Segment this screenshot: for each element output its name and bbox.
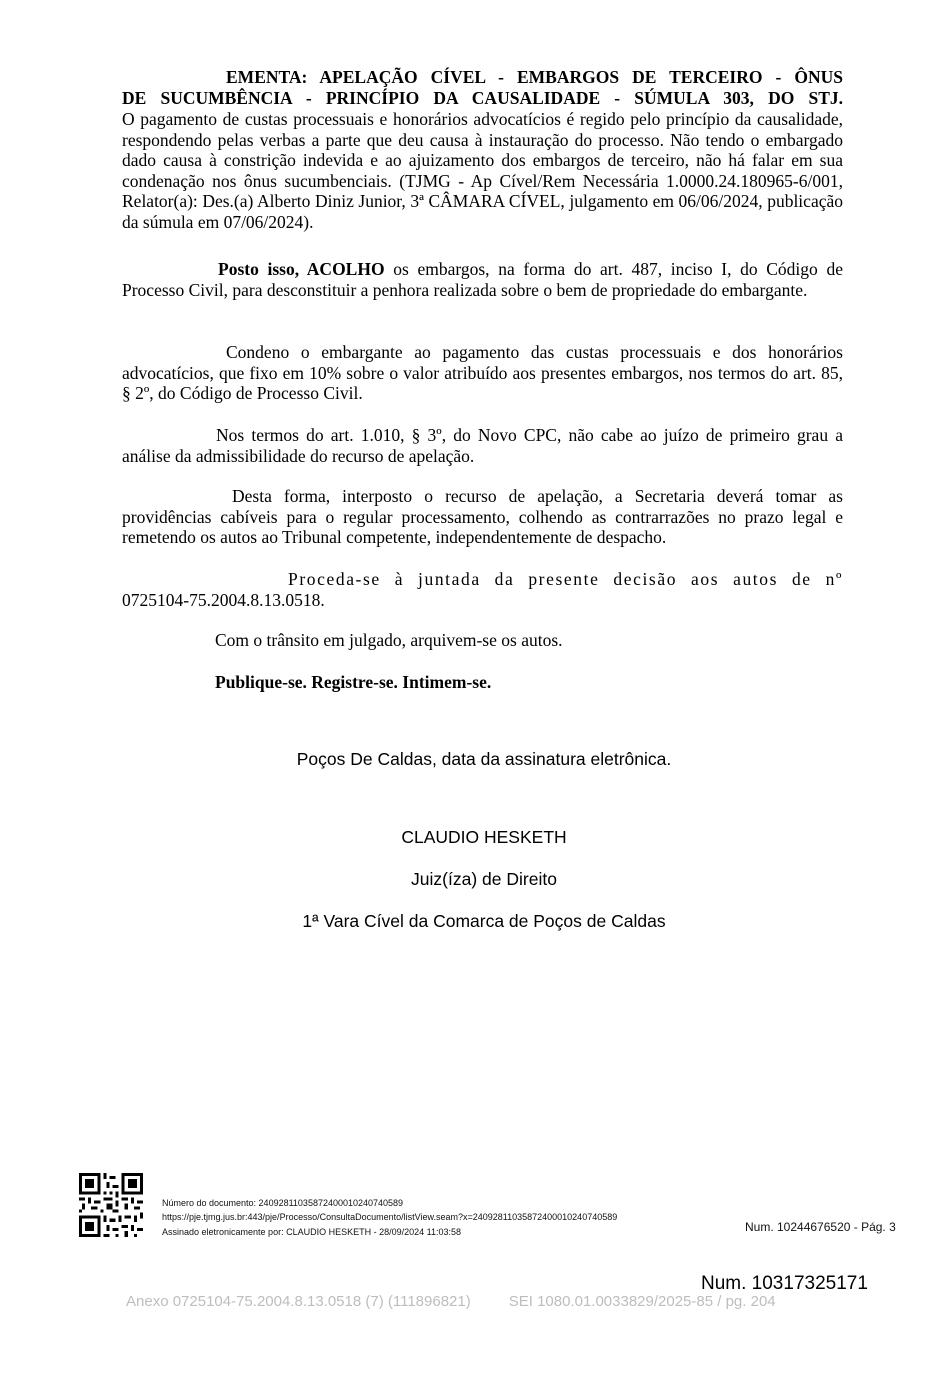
sei-reference: SEI 1080.01.0033829/2025-85 / pg. 204 [508, 1293, 776, 1310]
signature-place-date: Poços De Caldas, data da assinatura eletrônica. [296, 749, 672, 769]
ementa-heading [122, 67, 843, 108]
process-number: 0725104-75.2004.8.13.0518. [122, 589, 325, 610]
document-url[interactable]: https://pje.tjmg.jus.br:443/pje/Processo/ConsultaDocumento/listView.seam?x=24092811035872400010240740589 [162, 1212, 618, 1222]
decision-paragraph-bold: Posto isso, ACOLHO [218, 259, 385, 279]
admissibility-paragraph: Nos termos do art. 1.010, § 3º, do Novo CPC, não cabe ao juízo de primeiro grau a análise da admissibilidade do recurso de apelação. [122, 425, 843, 466]
court-name: 1ª Vara Cível da Comarca de Poços de Caldas [302, 911, 666, 931]
decision-paragraph [122, 259, 843, 300]
ementa-heading-line2: DE SUCUMBÊNCIA - PRINCÍPIO DA CAUSALIDADE - SÚMULA 303, DO STJ. [122, 87, 843, 108]
decision-paragraph-rest: os embargos, na forma do art. 487, inciso I, do Código de Processo Civil, para desconstituir a penhora realizada sobre o bem de propriedade do embargante. [122, 259, 843, 300]
publication-order: Publique-se. Registre-se. Intimem-se. [215, 672, 492, 692]
document-num-stamp: Num. 10317325171 [701, 1273, 868, 1294]
signed-by: Assinado eletronicamente por: CLAUDIO HESKETH - 28/09/2024 11:03:58 [162, 1227, 461, 1237]
attachment-paragraph-line1: Proceda-se à juntada da presente decisão aos autos de nº [288, 569, 843, 589]
archive-paragraph: Com o trânsito em julgado, arquivem-se os autos. [215, 630, 563, 650]
appeal-paragraph: Desta forma, interposto o recurso de apelação, a Secretaria deverá tomar as providências cabíveis para o regular processamento, colhendo as contrarrazões no prazo legal e remetendo os autos ao Tribunal competente, independentemente de despacho. [122, 486, 843, 548]
costs-paragraph: Condeno o embargante ao pagamento das custas processuais e dos honorários advocatícios, que fixo em 10% sobre o valor atribuído aos presentes embargos, nos termos do art. 85, § 2º, do Código de Processo Civil. [122, 342, 843, 404]
ementa-body: O pagamento de custas processuais e honorários advocatícios é regido pelo princípio da causalidade, respondendo pelas verbas a parte que deu causa à instauração do processo. Não tendo o embargado dado causa à constrição indevida e ao ajuizamento dos embargos de terceiro, não há falar em sua condenação nos ônus sucumbenciais. (TJMG - Ap Cível/Rem Necessária 1.0000.24.180965-6/001, Relator(a): Des.(a) Alberto Diniz Junior, 3ª CÂMARA CÍVEL, julgamento em 06/06/2024, publicação da súmula em 07/06/2024). [122, 109, 843, 232]
ementa-heading-line1: EMENTA: APELAÇÃO CÍVEL - EMBARGOS DE TERCEIRO - ÔNUS [226, 67, 843, 87]
judge-role: Juiz(íza) de Direito [411, 869, 557, 889]
annex-reference: Anexo 0725104-75.2004.8.13.0518 (7) (111896821) [126, 1293, 471, 1310]
document-number: Número do documento: 24092811035872400010240740589 [162, 1198, 404, 1208]
qr-code-icon [79, 1173, 143, 1237]
judge-name: CLAUDIO HESKETH [401, 827, 567, 847]
attachment-paragraph [122, 569, 843, 610]
annex-stamp [126, 1293, 776, 1310]
page-reference: Num. 10244676520 - Pág. 3 [745, 1220, 896, 1234]
